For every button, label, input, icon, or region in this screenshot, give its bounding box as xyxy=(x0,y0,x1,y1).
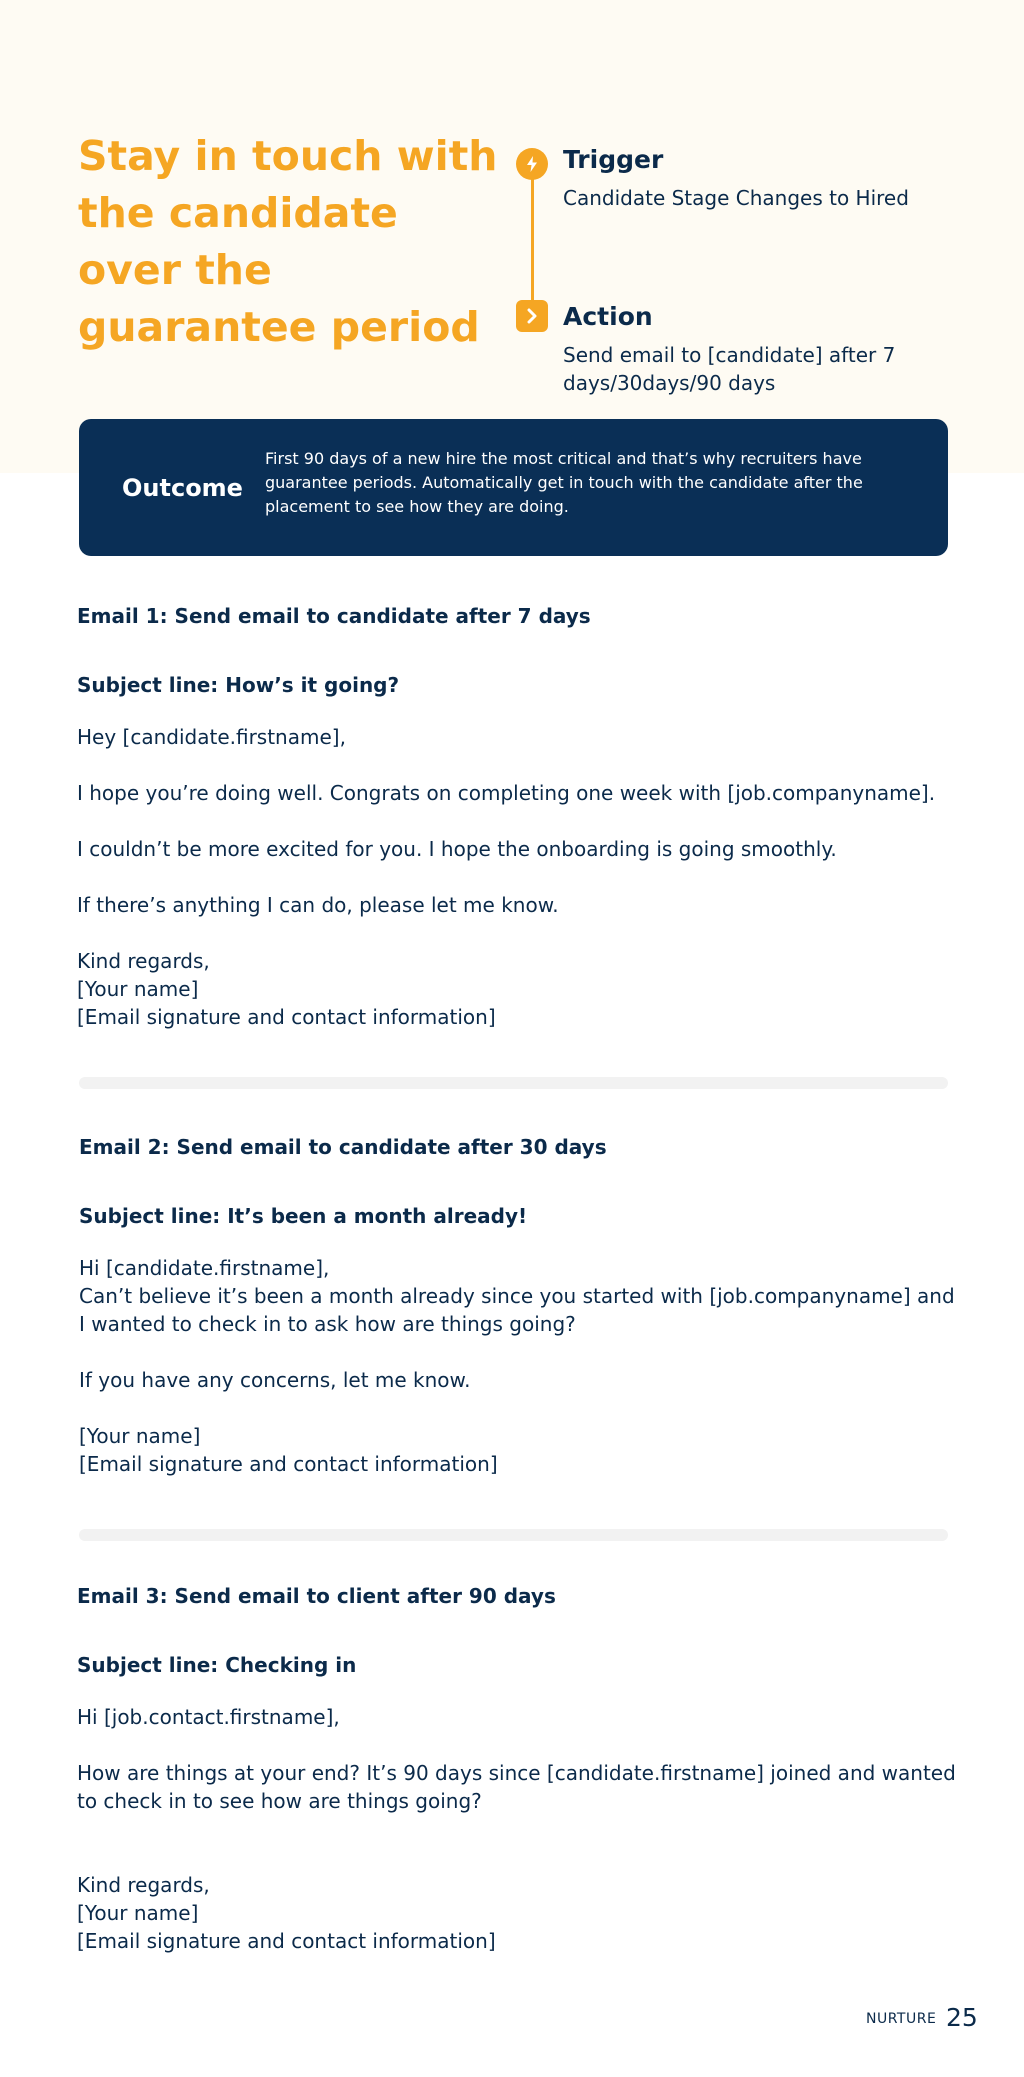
email-line: Hey [candidate.firstname], xyxy=(77,725,346,749)
email-heading: Email 3: Send email to client after 90 days xyxy=(77,1584,556,1608)
email-line: [Email signature and contact information] xyxy=(77,1005,496,1029)
email-1-section xyxy=(77,604,957,1031)
email-line: If there’s anything I can do, please let me know. xyxy=(77,893,559,917)
email-heading: Email 2: Send email to candidate after 30 days xyxy=(79,1135,607,1159)
timeline-connector xyxy=(531,178,534,302)
section-divider xyxy=(79,1077,948,1089)
footer-section-label: NURTURE xyxy=(866,2011,937,2027)
email-line xyxy=(77,919,957,947)
email-line: [Your name] xyxy=(77,1901,199,1925)
email-line xyxy=(77,807,957,835)
email-line: Kind regards, xyxy=(77,949,210,973)
email-line xyxy=(77,863,957,891)
email-3-section xyxy=(77,1584,957,1955)
outcome-text: First 90 days of a new hire the most critical and that’s why recruiters have guarantee periods. Automatically get in touch with the candidate after the placement to see how they are doing. xyxy=(265,449,863,516)
section-divider xyxy=(79,1529,948,1541)
lightning-icon xyxy=(516,148,548,180)
page-title: Stay in touch with the candidate over the guarantee period xyxy=(78,132,498,351)
email-line: How are things at your end? It’s 90 days since [candidate.firstname] joined and wanted to check in to see how are things going? xyxy=(77,1761,956,1813)
email-line xyxy=(77,1843,957,1871)
email-subject: Subject line: How’s it going? xyxy=(77,673,400,697)
email-line xyxy=(77,1815,957,1843)
email-body xyxy=(77,723,957,1031)
email-line xyxy=(79,1394,959,1422)
email-body xyxy=(79,1254,959,1478)
email-line: I hope you’re doing well. Congrats on completing one week with [job.companyname]. xyxy=(77,781,936,805)
email-line: I couldn’t be more excited for you. I hope the onboarding is going smoothly. xyxy=(77,837,837,861)
email-2-section xyxy=(79,1135,959,1478)
email-line xyxy=(77,1731,957,1759)
email-line: [Your name] xyxy=(79,1424,201,1448)
email-line: If you have any concerns, let me know. xyxy=(79,1368,471,1392)
outcome-box xyxy=(79,419,948,556)
email-line xyxy=(79,1338,959,1366)
email-line: Can’t believe it’s been a month already since you started with [job.companyname] and I wanted to check in to ask how are things going? xyxy=(79,1284,955,1336)
outcome-label: Outcome xyxy=(122,473,243,502)
email-line xyxy=(77,751,957,779)
chevron-right-icon xyxy=(516,300,548,332)
email-subject: Subject line: It’s been a month already! xyxy=(79,1204,528,1228)
page-number: 25 xyxy=(946,2003,978,2032)
action-text: Send email to [candidate] after 7 days/30days/90 days xyxy=(563,343,896,395)
email-line: Hi [job.contact.firstname], xyxy=(77,1705,340,1729)
trigger-text: Candidate Stage Changes to Hired xyxy=(563,186,909,210)
trigger-heading: Trigger xyxy=(563,145,664,174)
email-heading: Email 1: Send email to candidate after 7 days xyxy=(77,604,591,628)
email-line: [Email signature and contact information] xyxy=(77,1929,496,1953)
email-body xyxy=(77,1703,957,1955)
email-subject: Subject line: Checking in xyxy=(77,1653,357,1677)
email-line: [Your name] xyxy=(77,977,199,1001)
action-heading: Action xyxy=(563,302,653,331)
email-line: Kind regards, xyxy=(77,1873,210,1897)
email-line: Hi [candidate.firstname], xyxy=(79,1256,330,1280)
email-line: [Email signature and contact information] xyxy=(79,1452,498,1476)
